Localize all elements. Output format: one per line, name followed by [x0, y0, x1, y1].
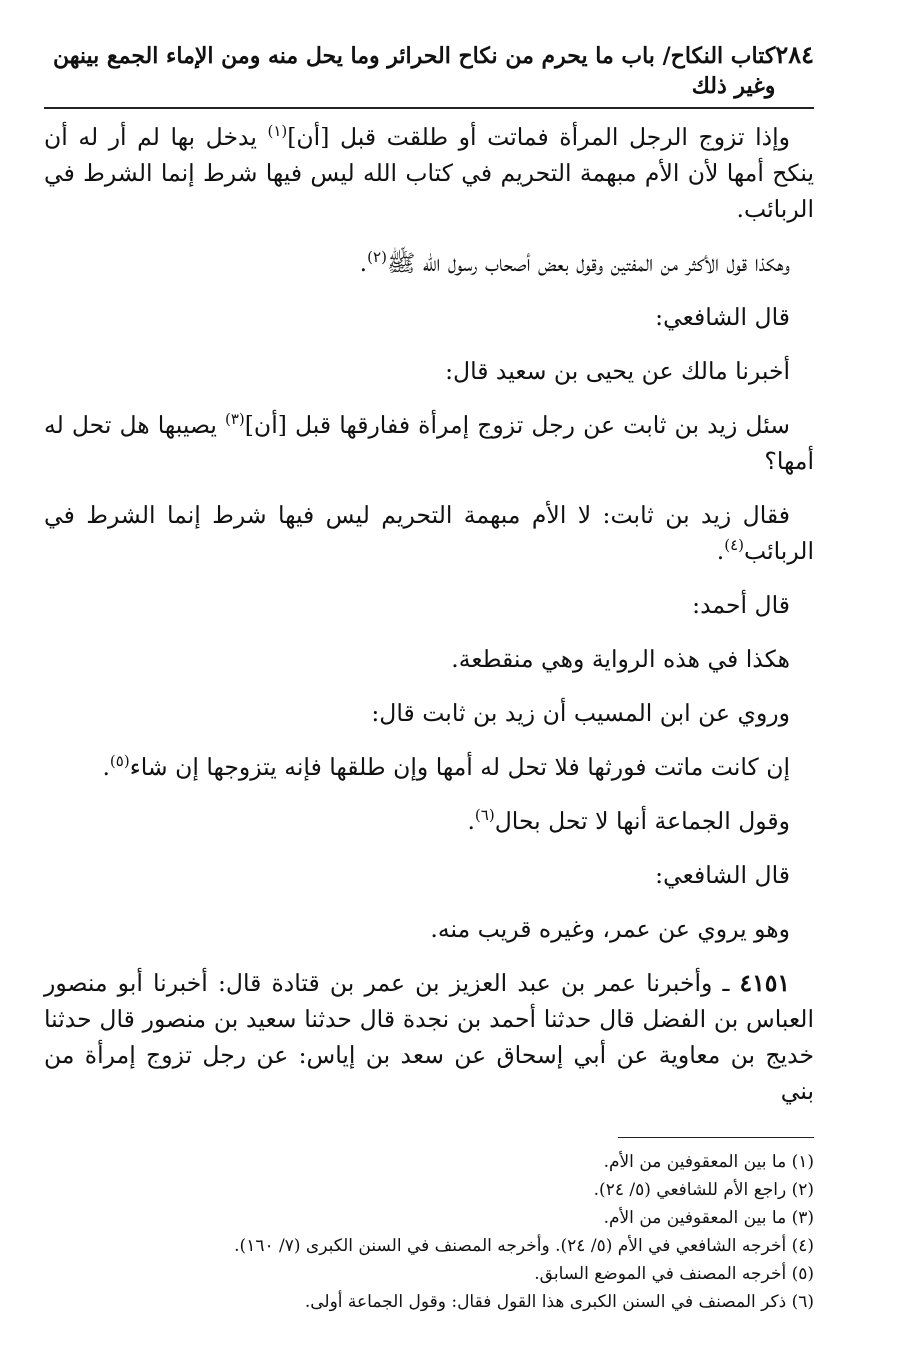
- page-number: ٢٨٤: [775, 40, 814, 69]
- paragraph: أخبرنا مالك عن يحيى بن سعيد قال:: [445, 357, 790, 385]
- footnotes: [44, 1148, 814, 1316]
- hadith-paragraph: ٤١٥١ ـ وأخبرنا عمر بن عبد العزيز بن عمر بن قتادة قال: أخبرنا أبو منصور العباس بن الفضل قال حدثنا أحمد بن نجدة قال حدثنا سعيد بن منصور قال حدثنا خديج بن معاوية عن أبي إسحاق عن سعد بن إياس: عن رجل تزوج إمرأة من بني: [44, 969, 814, 1105]
- footnote-divider: [618, 1137, 814, 1138]
- footnote: (٤) أخرجه الشافعي في الأم (٥/ ٢٤). وأخرجه المصنف في السنن الكبرى (٧/ ١٦٠).: [234, 1236, 814, 1256]
- footnote: (٣) ما بين المعقوفين من الأم.: [603, 1208, 814, 1228]
- footnote-mark: (٣): [224, 410, 245, 429]
- footnote-mark: (٥): [109, 752, 130, 771]
- paragraph: قال الشافعي:: [655, 303, 790, 331]
- paragraph: وإذا تزوج الرجل المرأة فماتت أو طلقت قبل [أن]$^{(١)}$ يدخل بها لم أر له أن ينكح أمها لأن الأم مبهمة التحريم في كتاب الله ليس فيها شرط إنما الشرط في الربائب.: [44, 122, 814, 223]
- paragraph: هكذا في هذه الرواية وهي منقطعة.: [451, 645, 790, 673]
- header-title: كتاب النكاح/ باب ما يحرم من نكاح الحرائر وما يحل منه ومن الإماء الجمع بينهن وغير ذلك: [52, 43, 776, 99]
- paragraph: وروي عن ابن المسيب أن زيد بن ثابت قال:: [371, 699, 790, 727]
- paragraph: فقال زيد بن ثابت: لا الأم مبهمة التحريم ليس فيها شرط إنما الشرط في الربائب$^{(٤)}$.: [44, 501, 814, 565]
- footnote-mark: (٤): [724, 536, 745, 555]
- paragraph: وهو يروي عن عمر، وغيره قريب منه.: [430, 915, 790, 943]
- paragraph: قال الشافعي:: [655, 861, 790, 889]
- paragraph: وهكذا قول الأكثر من المفتين وقول بعض أصحاب رسول الله ﷺ$^{(٢)}$.: [359, 248, 790, 277]
- footnote-mark: (١): [267, 122, 288, 141]
- paragraph: وقول الجماعة أنها لا تحل بحال$^{(٦)}$.: [467, 806, 790, 835]
- footnote: (٥) أخرجه المصنف في الموضع السابق.: [534, 1264, 814, 1284]
- paragraph: قال أحمد:: [692, 591, 790, 619]
- footnote: (١) ما بين المعقوفين من الأم.: [603, 1152, 814, 1172]
- footnote: (٢) راجع الأم للشافعي (٥/ ٢٤).: [593, 1180, 814, 1200]
- running-header: [44, 40, 814, 109]
- footnote: (٦) ذكر المصنف في السنن الكبرى هذا القول فقال: وقول الجماعة أولى.: [304, 1292, 814, 1312]
- hadith-number: ٤١٥١: [739, 969, 790, 997]
- paragraph: سئل زيد بن ثابت عن رجل تزوج إمرأة ففارقها قبل [أن]$^{(٣)}$ يصيبها هل تحل له أمها؟: [44, 410, 814, 475]
- footnote-mark: (٦): [474, 806, 495, 825]
- main-text: [44, 119, 814, 1109]
- footnote-mark: (٢): [367, 248, 387, 267]
- paragraph: إن كانت ماتت فورثها فلا تحل له أمها وإن طلقها فإنه يتزوجها إن شاء$^{(٥)}$.: [102, 752, 790, 781]
